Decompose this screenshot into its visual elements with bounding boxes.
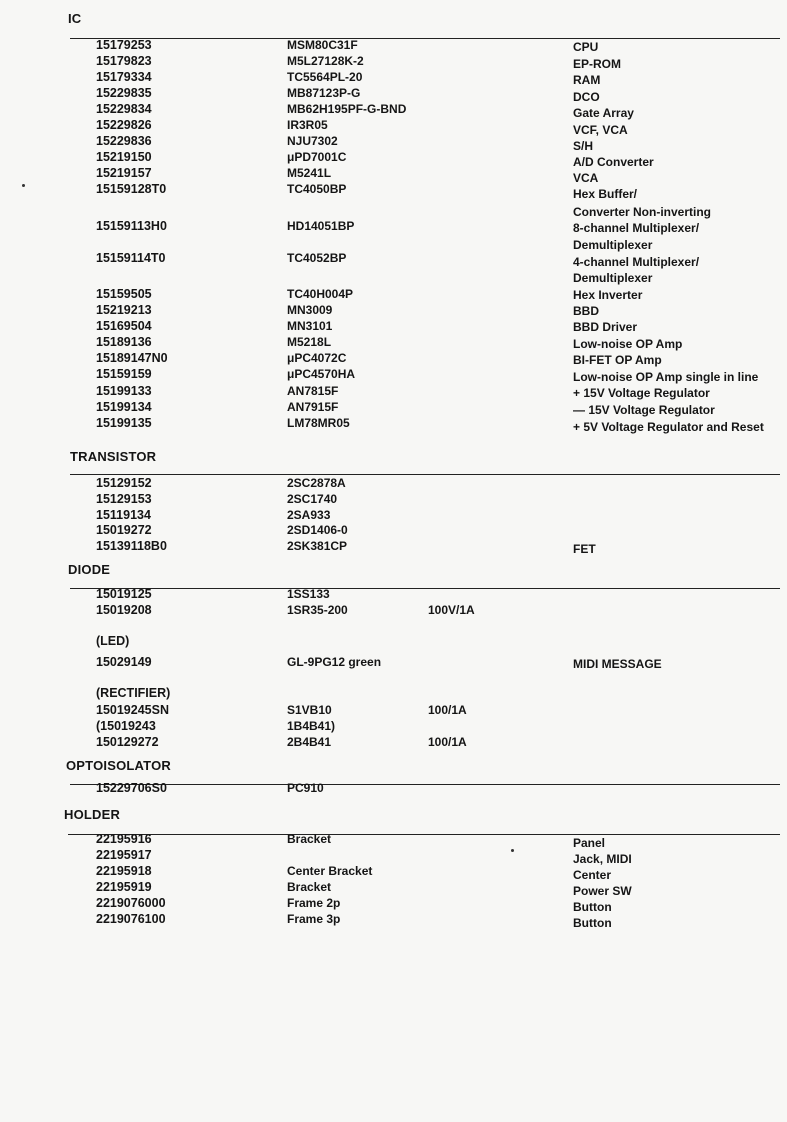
part-number: 15189147N0 (96, 351, 168, 365)
part-number: 15229826 (96, 118, 152, 132)
part-model: 2B4B41 (287, 735, 332, 749)
part-description: + 15V Voltage Regulator (573, 386, 710, 400)
part-number: (LED) (96, 634, 130, 648)
part-model: 2SD1406-0 (287, 523, 348, 537)
part-number: 22195916 (96, 832, 152, 846)
part-model: M5241L (287, 166, 332, 180)
table-row (0, 416, 787, 432)
section-title-transistor: TRANSISTOR (70, 449, 157, 464)
scan-speck (22, 184, 25, 187)
part-number: 15229836 (96, 134, 152, 148)
part-description: RAM (573, 73, 601, 87)
part-description: Power SW (573, 884, 632, 898)
table-row (0, 400, 787, 416)
section-title-optoisolator: OPTOISOLATOR (66, 758, 171, 773)
table-row (0, 351, 787, 367)
table-row (0, 539, 787, 555)
table-row (0, 735, 787, 751)
part-model: IR3R05 (287, 118, 328, 132)
table-row (0, 603, 787, 619)
part-number: 22195919 (96, 880, 152, 894)
part-model: 1SR35-200 (287, 603, 348, 617)
part-number: 15159159 (96, 367, 152, 381)
part-description: 4-channel Multiplexer/ (573, 255, 700, 269)
table-row (0, 150, 787, 169)
part-model: μPC4072C (287, 351, 347, 365)
part-description: + 5V Voltage Regulator and Reset (573, 420, 764, 434)
part-description: VCF, VCA (573, 123, 628, 137)
part-description: Jack, MIDI (573, 852, 632, 866)
part-number: 15159113H0 (96, 219, 167, 233)
part-number: 15199133 (96, 384, 152, 398)
part-model: MN3101 (287, 319, 333, 333)
section-title-holder: HOLDER (64, 807, 121, 822)
part-model: M5218L (287, 335, 332, 349)
table-row (0, 880, 787, 896)
part-spec: 100/1A (428, 703, 467, 717)
table-row (0, 848, 787, 864)
part-model: M5L27128K-2 (287, 54, 364, 68)
part-spec: 100V/1A (428, 603, 475, 617)
part-number: 15019272 (96, 523, 152, 537)
part-model: 2SC2878A (287, 476, 346, 490)
part-number: 15119134 (96, 508, 151, 522)
part-model: MB62H195PF-G-BND (287, 102, 407, 116)
part-model: LM78MR05 (287, 416, 350, 430)
part-number: 15199134 (96, 400, 152, 414)
section-title-diode: DIODE (68, 562, 111, 577)
part-model: Frame 2p (287, 896, 341, 910)
part-model: 1B4B41) (287, 719, 336, 733)
part-description: DCO (573, 90, 600, 104)
part-description: Demultiplexer (573, 238, 653, 252)
table-row (0, 251, 787, 267)
table-row (0, 896, 787, 912)
table-row (0, 86, 787, 102)
part-model: 1SS133 (287, 587, 330, 601)
part-model: Bracket (287, 880, 332, 894)
part-number: 15169504 (96, 319, 152, 333)
table-row (0, 319, 787, 335)
part-number: 15179334 (96, 70, 152, 84)
table-row (0, 271, 787, 287)
part-number: 150129272 (96, 735, 159, 749)
table-row (0, 587, 787, 603)
part-description: Button (573, 900, 612, 914)
part-description: Low-noise OP Amp (573, 337, 683, 351)
table-row (0, 203, 787, 219)
part-model: MB87123P-G (287, 86, 361, 100)
part-number: 15019208 (96, 603, 152, 617)
part-description: Hex Buffer/ (573, 187, 638, 201)
part-model: TC5564PL-20 (287, 70, 363, 84)
part-model: S1VB10 (287, 703, 332, 717)
part-number: 2219076000 (96, 896, 166, 910)
part-description: A/D Converter (573, 155, 654, 169)
part-number: 15139118B0 (96, 539, 167, 553)
part-model: NJU7302 (287, 134, 338, 148)
part-model: 2SA933 (287, 508, 331, 522)
part-model: Frame 3p (287, 912, 341, 926)
part-description: 8-channel Multiplexer/ (573, 221, 700, 235)
part-model: 2SC1740 (287, 492, 338, 506)
table-row (0, 335, 787, 351)
part-description: BBD Driver (573, 320, 638, 334)
part-number: 15229706S0 (96, 781, 167, 795)
part-number: 15199135 (96, 416, 152, 430)
part-description: — 15V Voltage Regulator (573, 403, 715, 417)
part-model: MSM80C31F (287, 38, 358, 52)
table-row (0, 134, 787, 153)
part-description: BI-FET OP Amp (573, 353, 662, 367)
part-model: AN7915F (287, 400, 339, 414)
part-number: (RECTIFIER) (96, 686, 171, 700)
part-description: CPU (573, 40, 599, 54)
part-model: PC910 (287, 781, 324, 795)
part-model: TC4052BP (287, 251, 347, 265)
part-model: Center Bracket (287, 864, 373, 878)
part-number: 15189136 (96, 335, 152, 349)
section-rule (70, 474, 780, 475)
table-row (0, 523, 787, 539)
section-title-ic: IC (68, 11, 82, 26)
part-description: Converter Non-inverting (573, 205, 712, 219)
table-row (0, 384, 787, 400)
part-model: μPC4570HA (287, 367, 356, 381)
part-description: FET (573, 542, 596, 556)
scan-speck (511, 849, 514, 852)
part-description: S/H (573, 139, 594, 153)
table-row (0, 287, 787, 303)
table-row (0, 719, 787, 735)
table-row (0, 634, 787, 650)
table-row (0, 703, 787, 719)
part-model: MN3009 (287, 303, 333, 317)
part-description: Gate Array (573, 106, 634, 120)
part-number: 22195917 (96, 848, 152, 862)
table-row (0, 219, 787, 235)
table-row (0, 508, 787, 524)
part-model: TC40H004P (287, 287, 354, 301)
part-number: 15129152 (96, 476, 152, 490)
table-row (0, 303, 787, 319)
part-number: 15019125 (96, 587, 152, 601)
part-description: Low-noise OP Amp single in line (573, 370, 759, 384)
part-model: AN7815F (287, 384, 339, 398)
part-number: 15159128T0 (96, 182, 167, 196)
part-spec: 100/1A (428, 735, 467, 749)
part-number: 15229835 (96, 86, 152, 100)
part-model: Bracket (287, 832, 332, 846)
part-description: BBD (573, 304, 599, 318)
part-number: (15019243 (96, 719, 156, 733)
part-description: Demultiplexer (573, 271, 653, 285)
part-number: 15179823 (96, 54, 152, 68)
part-model: GL-9PG12 green (287, 655, 382, 669)
table-row (0, 367, 787, 383)
part-description: Center (573, 868, 612, 882)
part-description: Hex Inverter (573, 288, 643, 302)
part-description: VCA (573, 171, 599, 185)
table-row (0, 476, 787, 492)
part-number: 22195918 (96, 864, 152, 878)
table-row (0, 912, 787, 928)
part-number: 2219076100 (96, 912, 166, 926)
table-row (0, 686, 787, 702)
table-row (0, 781, 787, 797)
part-number: 15129153 (96, 492, 152, 506)
part-model: μPD7001C (287, 150, 347, 164)
part-number: 15219157 (96, 166, 152, 180)
part-description: EP-ROM (573, 57, 621, 71)
part-number: 15179253 (96, 38, 152, 52)
part-description: Panel (573, 836, 606, 850)
table-row (0, 182, 787, 201)
table-row (0, 102, 787, 118)
part-number: 15019245SN (96, 703, 169, 717)
part-description: Button (573, 916, 612, 930)
part-number: 15219213 (96, 303, 152, 317)
part-number: 15219150 (96, 150, 152, 164)
part-number: 15029149 (96, 655, 152, 669)
table-row (0, 54, 787, 70)
table-row (0, 118, 787, 137)
part-number: 15159114T0 (96, 251, 166, 265)
table-row (0, 655, 787, 671)
table-row (0, 70, 787, 86)
table-row (0, 38, 787, 54)
part-description: MIDI MESSAGE (573, 657, 662, 671)
part-model: 2SK381CP (287, 539, 348, 553)
table-row (0, 864, 787, 880)
part-number: 15229834 (96, 102, 152, 116)
table-row (0, 492, 787, 508)
part-number: 15159505 (96, 287, 152, 301)
part-model: HD14051BP (287, 219, 355, 233)
part-model: TC4050BP (287, 182, 347, 196)
table-row (0, 832, 787, 848)
table-row (0, 236, 787, 252)
table-row (0, 166, 787, 185)
